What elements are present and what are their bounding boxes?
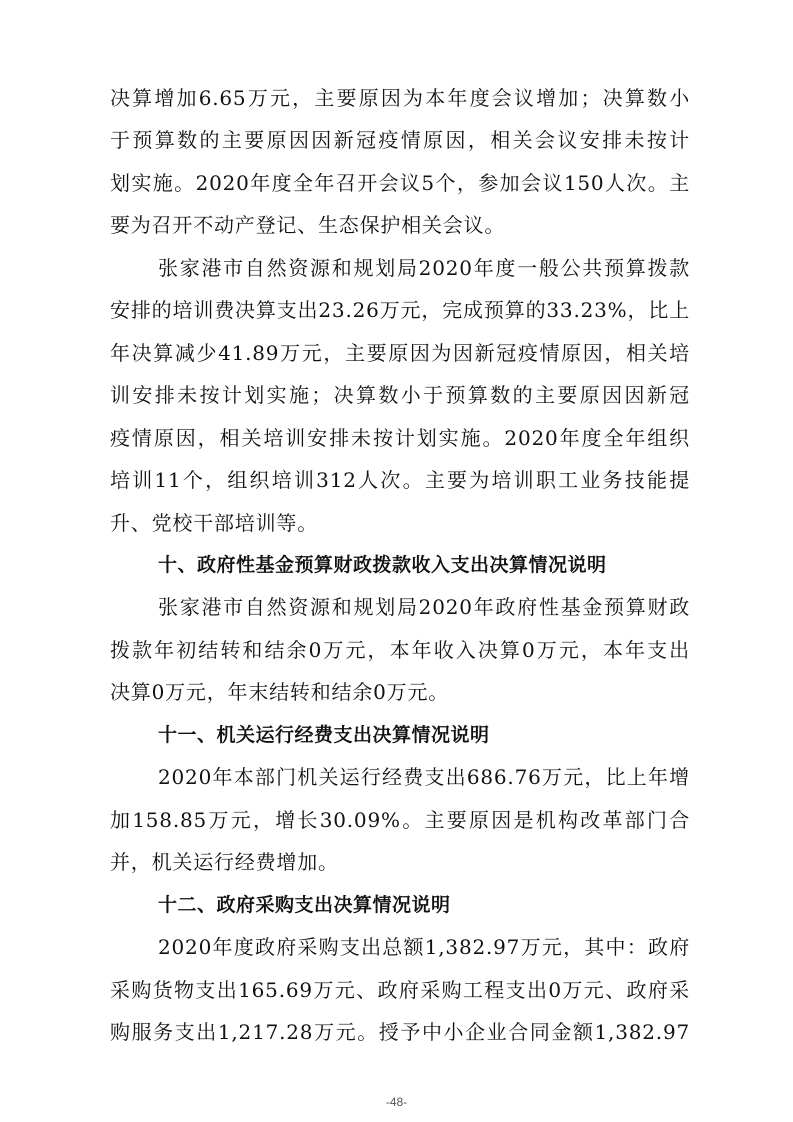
text-line: 培训11个，组织培训312人次。主要为培训职工业务技能提 [110, 468, 690, 492]
text-line: 年决算减少41.89万元，主要原因为因新冠疫情原因，相关培 [110, 341, 690, 365]
section-heading: 十一、机关运行经费支出决算情况说明 [158, 724, 490, 746]
text-line: 张家港市自然资源和规划局2020年度一般公共预算拨款 [158, 256, 690, 280]
text-line: 决算增加6.65万元，主要原因为本年度会议增加；决算数小 [110, 86, 690, 110]
section-heading: 十二、政府采购支出决算情况说明 [158, 894, 451, 916]
text-line: 并，机关运行经费增加。 [110, 850, 339, 874]
text-line: 训安排未按计划实施；决算数小于预算数的主要原因因新冠 [110, 383, 690, 407]
text-line: 加158.85万元，增长30.09%。主要原因是机构改革部门合 [110, 808, 690, 832]
text-line: 划实施。2020年度全年召开会议5个，参加会议150人次。主 [110, 171, 690, 195]
text-line: 安排的培训费决算支出23.26万元，完成预算的33.23%，比上 [110, 298, 690, 322]
text-line: 采购货物支出165.69万元、政府采购工程支出0万元、政府采 [110, 978, 690, 1002]
page-number: -48- [385, 1095, 408, 1109]
text-line: 要为召开不动产登记、生态保护相关会议。 [110, 213, 506, 237]
text-line: 于预算数的主要原因因新冠疫情原因，相关会议安排未按计 [110, 128, 690, 152]
text-line: 2020年度政府采购支出总额1,382.97万元，其中：政府 [158, 935, 690, 959]
text-line: 2020年本部门机关运行经费支出686.76万元，比上年增 [158, 765, 690, 789]
text-line: 购服务支出1,217.28万元。授予中小企业合同金额1,382.97 [110, 1020, 690, 1044]
text-line: 疫情原因，相关培训安排未按计划实施。2020年度全年组织 [110, 426, 690, 450]
text-line: 决算0万元，年末结转和结余0万元。 [110, 680, 450, 704]
text-line: 升、党校干部培训等。 [110, 511, 318, 535]
text-line: 拨款年初结转和结余0万元，本年收入决算0万元，本年支出 [110, 638, 690, 662]
section-heading: 十、政府性基金预算财政拨款收入支出决算情况说明 [158, 554, 607, 576]
text-line: 张家港市自然资源和规划局2020年政府性基金预算财政 [158, 595, 690, 619]
